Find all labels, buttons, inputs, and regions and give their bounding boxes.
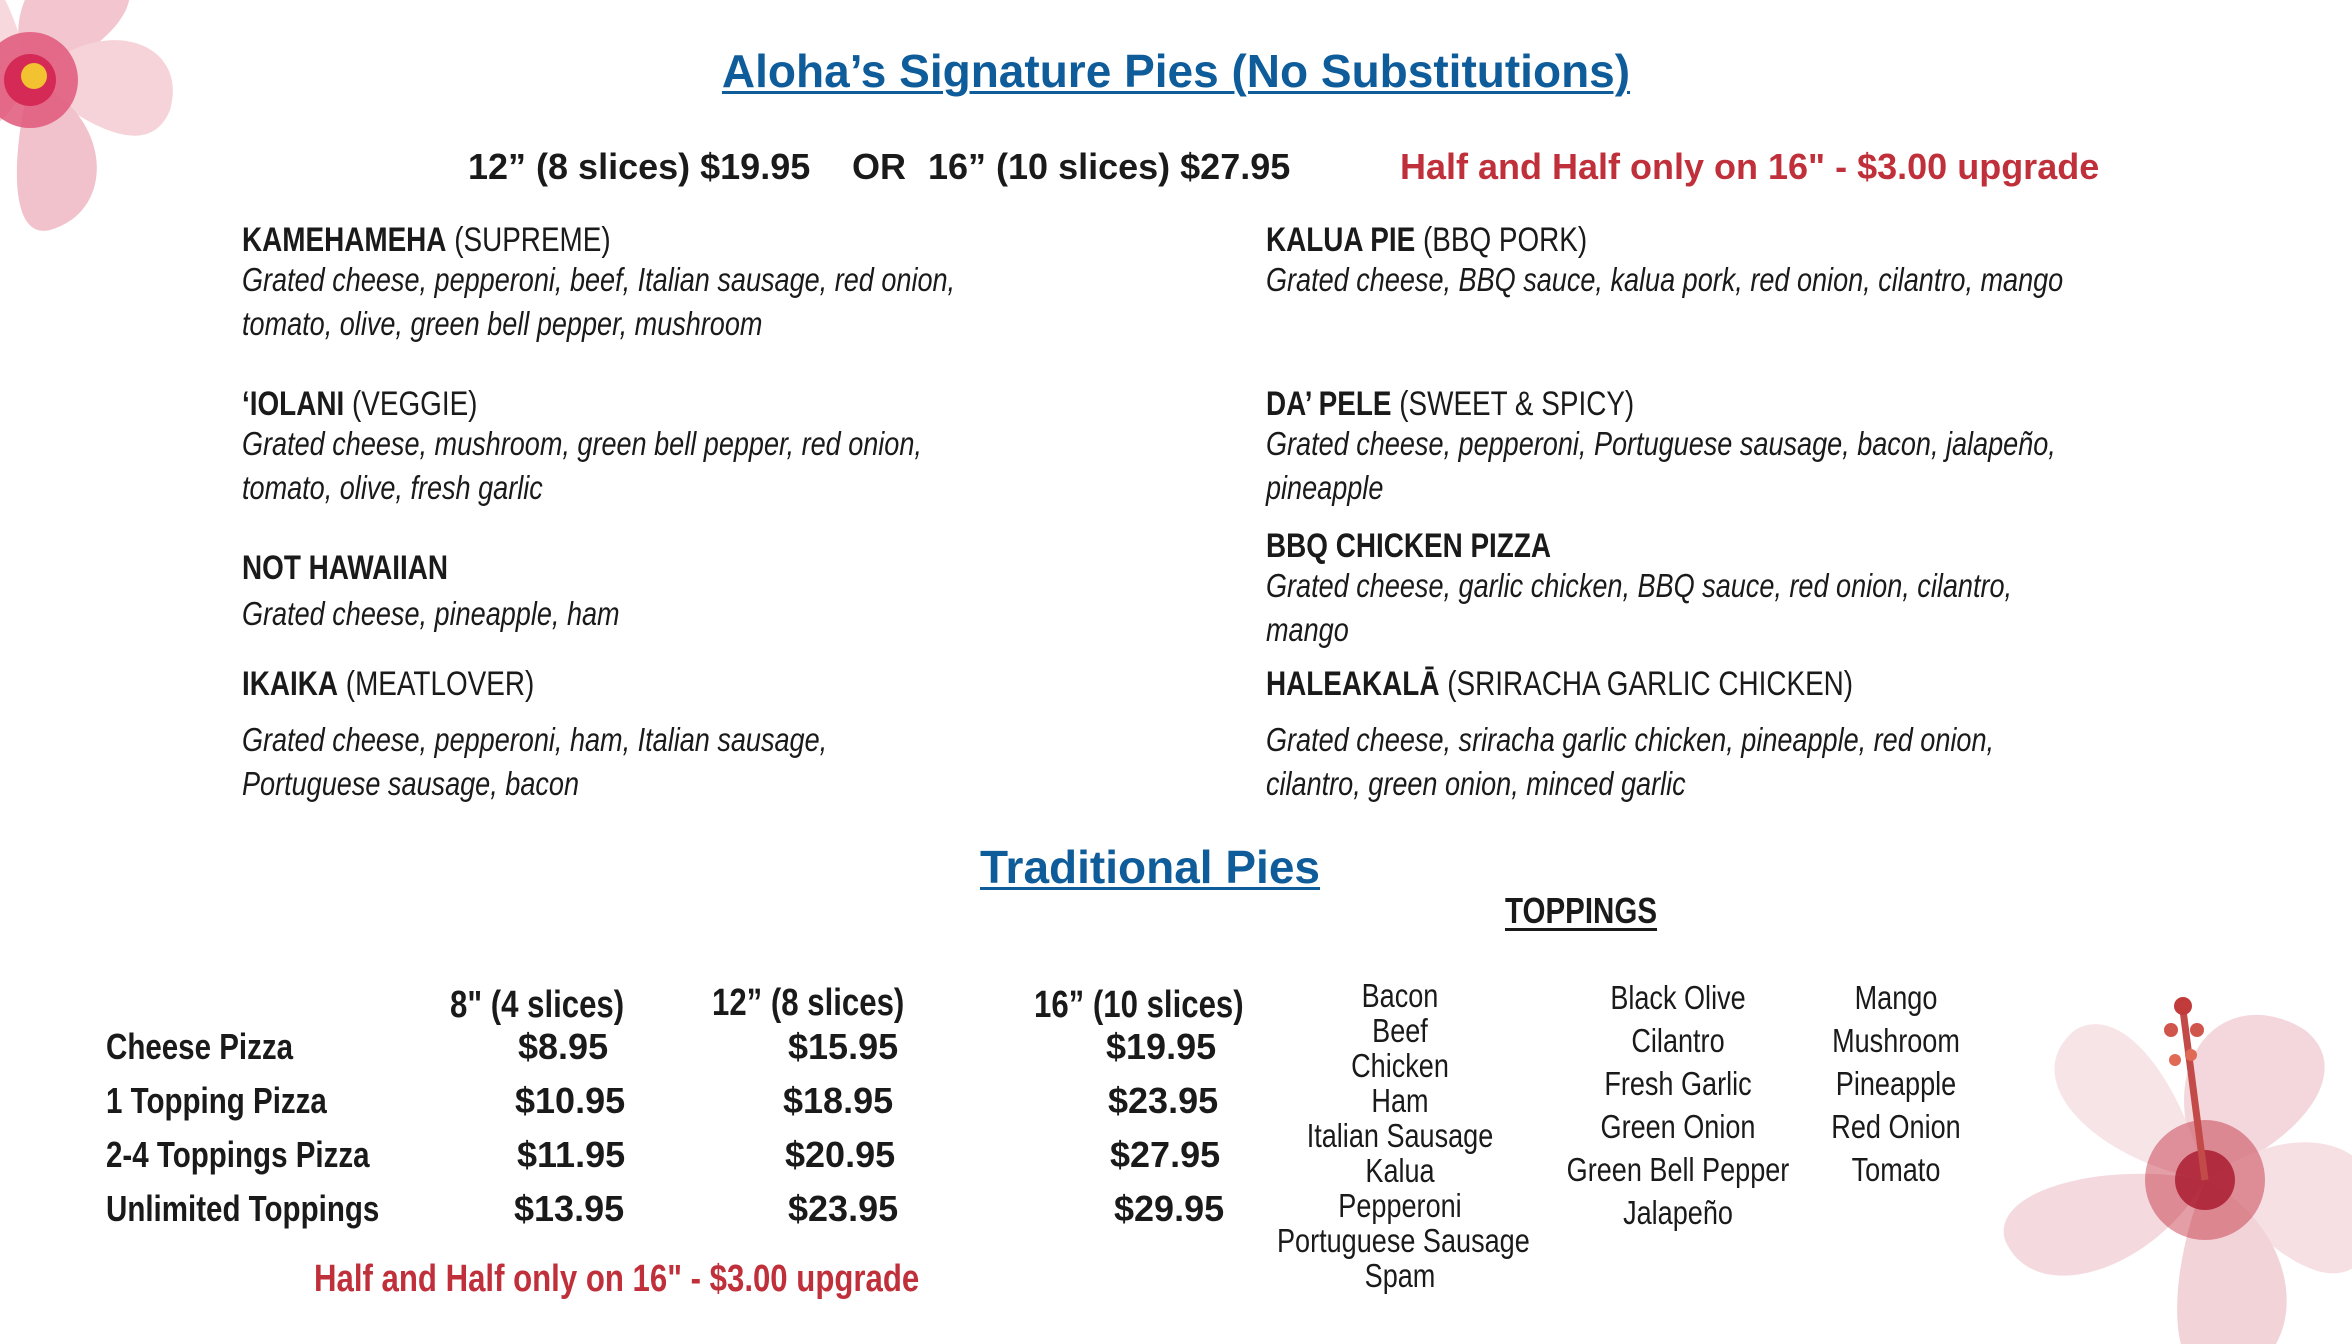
row-label-unlimited: Unlimited Toppings <box>106 1188 380 1229</box>
price-12-inch: 12” (8 slices) $19.95 <box>468 146 811 187</box>
price-cell: $15.95 <box>788 1026 899 1067</box>
pizza-bbq-chicken <box>1266 524 2266 652</box>
topping-item: Spam <box>1364 1257 1436 1294</box>
topping-item: Mushroom <box>1832 1022 1960 1059</box>
price-cell: $27.95 <box>1110 1134 1221 1175</box>
price-cell: $8.95 <box>518 1026 609 1067</box>
price-cell: $29.95 <box>1114 1188 1225 1229</box>
pizza-description: tomato, olive, fresh garlic <box>242 469 543 506</box>
topping-item: Bacon <box>1361 977 1439 1014</box>
pizza-subtitle: (SUPREME) <box>454 221 611 259</box>
price-cell: $13.95 <box>514 1188 625 1229</box>
row-label-2-4-toppings: 2-4 Toppings Pizza <box>106 1134 370 1175</box>
toppings-column-3 <box>1746 976 2046 1191</box>
topping-item: Cilantro <box>1631 1022 1725 1059</box>
topping-item: Fresh Garlic <box>1604 1065 1752 1102</box>
half-and-half-note-bottom: Half and Half only on 16" - $3.00 upgrade <box>314 1258 920 1300</box>
pizza-name: KALUA PIE <box>1266 221 1416 259</box>
pizza-subtitle: (SRIRACHA GARLIC CHICKEN) <box>1447 665 1854 703</box>
pizza-haleakala <box>1266 662 2266 806</box>
pizza-iolani <box>242 382 1242 510</box>
price-16-inch: 16” (10 slices) $27.95 <box>928 146 1291 187</box>
price-cell: $11.95 <box>517 1134 626 1175</box>
half-and-half-note-top: Half and Half only on 16" - $3.00 upgrade <box>1400 146 2100 187</box>
price-or-label: OR <box>852 146 906 187</box>
pizza-description: Grated cheese, BBQ sauce, kalua pork, red onion, cilantro, mango <box>1266 261 2064 298</box>
toppings-title: TOPPINGS <box>1505 890 1658 931</box>
topping-item: Tomato <box>1851 1151 1941 1188</box>
pizza-name: HALEAKALĀ <box>1266 665 1440 703</box>
pizza-name: NOT HAWAIIAN <box>242 549 448 587</box>
topping-item: Jalapeño <box>1623 1194 1733 1231</box>
price-cell: $23.95 <box>1108 1080 1219 1121</box>
pizza-description: cilantro, green onion, minced garlic <box>1266 765 1686 802</box>
pizza-description: tomato, olive, green bell pepper, mushroom <box>242 305 763 342</box>
pizza-description: Grated cheese, pepperoni, ham, Italian sausage, <box>242 721 828 758</box>
topping-item: Black Olive <box>1610 979 1746 1016</box>
pizza-da-pele <box>1266 382 2266 510</box>
pizza-description: Grated cheese, pineapple, ham <box>242 595 620 632</box>
price-cell: $10.95 <box>515 1080 626 1121</box>
pizza-description: Portuguese sausage, bacon <box>242 765 580 802</box>
pizza-not-hawaiian <box>242 546 1242 636</box>
topping-item: Ham <box>1371 1082 1429 1119</box>
hibiscus-flower-top-left <box>0 0 230 250</box>
topping-item: Portuguese Sausage <box>1277 1222 1530 1259</box>
pizza-name: IKAIKA <box>242 665 339 703</box>
pizza-name: ‘IOLANI <box>242 385 345 423</box>
size-header-16: 16” (10 slices) <box>1034 984 1244 1026</box>
row-label-cheese: Cheese Pizza <box>106 1026 294 1067</box>
pizza-description: Grated cheese, pepperoni, beef, Italian sausage, red onion, <box>242 261 956 298</box>
pizza-subtitle: (VEGGIE) <box>351 385 478 423</box>
pizza-description: Grated cheese, pepperoni, Portuguese sausage, bacon, jalapeño, pineapple <box>1266 425 2056 506</box>
signature-pies-title: Aloha’s Signature Pies (No Substitutions) <box>721 45 1631 97</box>
pizza-description: Grated cheese, mushroom, green bell pepper, red onion, <box>242 425 922 462</box>
topping-item: Mango <box>1854 979 1938 1016</box>
pizza-name: KAMEHAMEHA <box>242 221 447 259</box>
pizza-description: Grated cheese, garlic chicken, BBQ sauce, red onion, cilantro, mango <box>1266 567 2013 648</box>
pizza-ikaika <box>242 662 1242 806</box>
pizza-description: Grated cheese, sriracha garlic chicken, pineapple, red onion, <box>1266 721 1995 758</box>
pizza-name: DA’ PELE <box>1266 385 1392 423</box>
topping-item: Italian Sausage <box>1306 1117 1494 1154</box>
pizza-subtitle: (BBQ PORK) <box>1422 221 1588 259</box>
topping-item: Pineapple <box>1835 1065 1957 1102</box>
price-cell: $20.95 <box>785 1134 896 1175</box>
price-cell: $23.95 <box>788 1188 899 1229</box>
topping-item: Red Onion <box>1831 1108 1961 1145</box>
topping-item: Green Onion <box>1600 1108 1756 1145</box>
topping-item: Kalua <box>1365 1152 1435 1189</box>
toppings-column-1 <box>1250 978 1550 1293</box>
topping-item: Chicken <box>1351 1047 1449 1084</box>
pizza-kamehameha <box>242 218 1242 346</box>
pizza-kalua-pie <box>1266 218 2266 302</box>
price-cell: $18.95 <box>783 1080 894 1121</box>
size-header-8: 8" (4 slices) <box>450 984 625 1026</box>
topping-item: Green Bell Pepper <box>1566 1151 1790 1188</box>
pizza-subtitle: (MEATLOVER) <box>345 665 535 703</box>
price-cell: $19.95 <box>1106 1026 1217 1067</box>
traditional-pies-title: Traditional Pies <box>980 841 1320 893</box>
pizza-subtitle: (SWEET & SPICY) <box>1399 385 1635 423</box>
pizza-name: BBQ CHICKEN PIZZA <box>1266 527 1552 565</box>
row-label-1-topping: 1 Topping Pizza <box>106 1080 327 1121</box>
size-header-12: 12” (8 slices) <box>712 982 905 1024</box>
topping-item: Beef <box>1372 1012 1428 1049</box>
topping-item: Pepperoni <box>1338 1187 1462 1224</box>
